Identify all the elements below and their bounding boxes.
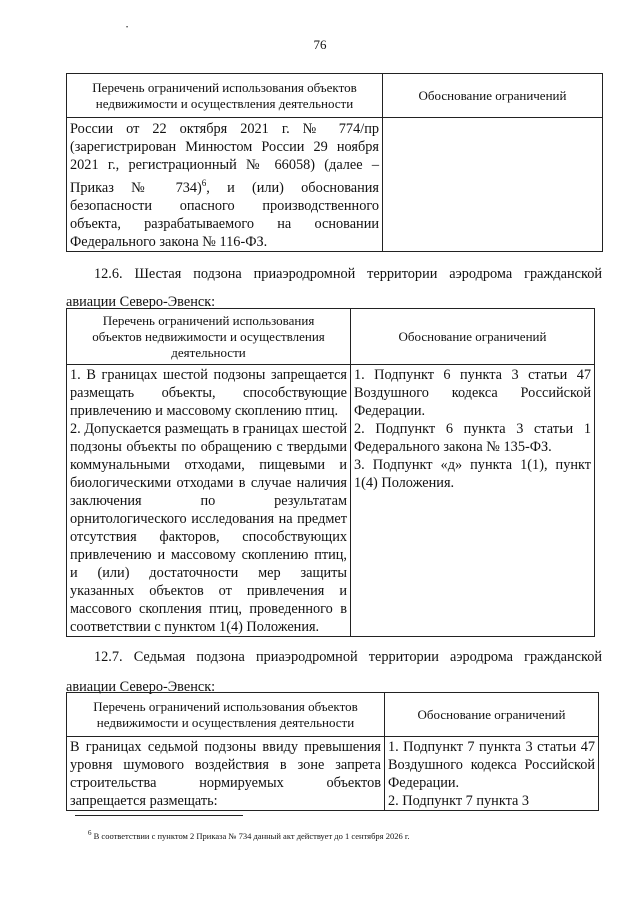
list-item: 2. Подпункт 6 пункта 3 статьи 1 Федерального закона № 135-ФЗ. [354,421,591,455]
table1-left-text: России от 22 октября 2021 г. № 774/пр (зарегистрирован Минюстом России 29 ноября 2021 г., регистрационный № 66058) (далее – Приказ № 734) [70,121,379,196]
header-justification: Обоснование ограничений [351,309,595,365]
header-restrictions-list: Перечень ограничений использования объектов недвижимости и осуществления деятельности [67,74,383,118]
footnote [88,829,409,841]
list-item: 1. Подпункт 6 пункта 3 статьи 47 Воздушного кодекса Российской Федерации. [354,367,591,419]
restrictions-table-continued [66,73,603,252]
footnote-ref: 6 [201,178,207,188]
table1-right-cell [383,118,603,252]
list-item: 1. В границах шестой подзоны запрещается размещать объекты, способствующие привлечению и массовому скоплению птиц. [70,367,347,419]
footnote-separator [75,815,243,816]
footnote-text: В соответствии с пунктом 2 Приказа № 734 данный акт действует до 1 сентября 2026 г. [91,830,410,841]
table2-left-cell [67,365,351,637]
restrictions-table-12-7 [66,692,599,811]
table3-left-cell [67,737,385,811]
restrictions-table-12-6 [66,308,595,637]
table3-right-cell [385,737,599,811]
section-12-7-heading: 12.7. Седьмая подзона приаэродромной территории аэродрома гражданской авиации Северо-Эвенск: [66,649,602,695]
header-restrictions-list: Перечень ограничений использования объектов недвижимости и осуществления деятельности [67,693,385,737]
list-item: 3. Подпункт «д» пункта 1(1), пункт 1(4) Положения. [354,457,591,491]
section-12-6-heading: 12.6. Шестая подзона приаэродромной территории аэродрома гражданской авиации Северо-Эвенск: [66,266,602,310]
list-item: 1. Подпункт 7 пункта 3 статьи 47 Воздушного кодекса Российской Федерации. [388,739,595,791]
table1-left-text-end: , и (или) обоснования безопасности опасного производственного объекта, разрабатываемого на основании Федерального закона № 116-ФЗ. [70,179,380,250]
list-item: 2. Допускается размещать в границах шестой подзоны объекты по обращению с твердыми коммунальными отходами, пищевыми и биологическими отходами в случае наличия заключения по результатам орнитологического исследования на предмет отсутствия факторов, способствующих привлечению и массовому скоплению птиц, и (или) достаточности мер защиты указанных объектов от привлечения и массового скопления птиц, проведенного в соответствии с пунктом 1(4) Положения. [70,421,347,635]
table3-left-text: В границах седьмой подзоны ввиду превышения уровня шумового воздействия в зоне запрета строительства нормируемых объектов запрещается размещать: [70,739,381,809]
footnote-number: 6 [88,829,92,837]
header-justification: Обоснование ограничений [385,693,599,737]
list-item: 2. Подпункт 7 пункта 3 [388,793,530,809]
page-number: 76 [313,37,327,52]
header-restrictions-list: Перечень ограничений использования объектов недвижимости и осуществления деятельности [67,309,351,365]
table1-left-cell [67,118,383,252]
table2-right-cell [351,365,595,637]
scan-mark: • [126,25,129,31]
header-justification: Обоснование ограничений [383,74,603,118]
